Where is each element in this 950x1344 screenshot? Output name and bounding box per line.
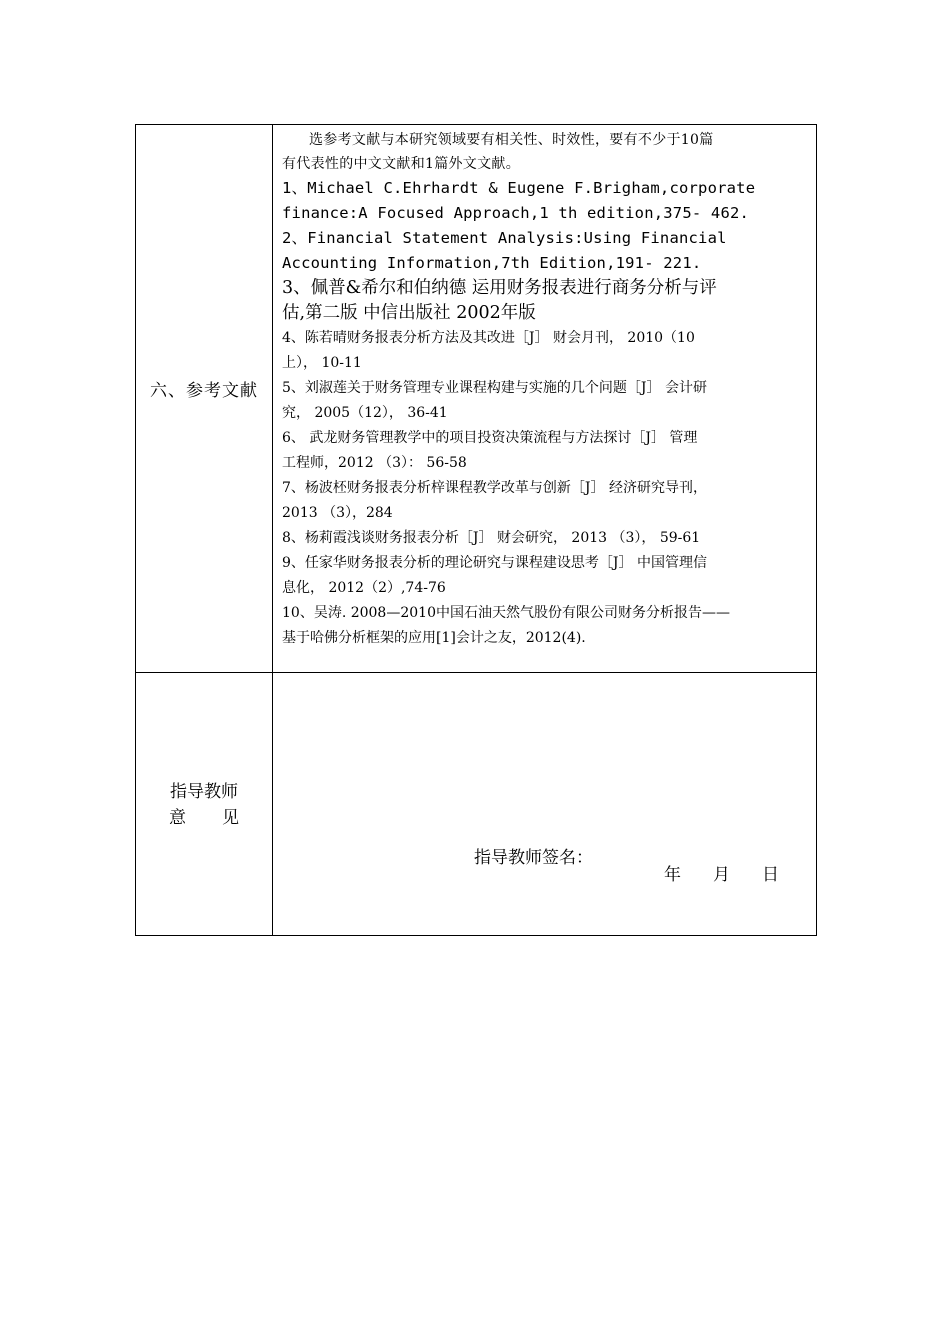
reference-item-7-line-1: 7、杨波柸财务报表分析梓课程教学改革与创新［J］ 经济研究导刊， bbox=[282, 480, 707, 496]
date-year-label: 年 bbox=[664, 865, 681, 885]
reference-item-10-line-1: 10、吴涛. 2008—2010中国石油天然气股份有限公司财务分析报告—— bbox=[282, 605, 730, 621]
reference-item-4-line-2: 上）， 10-11 bbox=[282, 355, 362, 371]
references-intro-line-2: 有代表性的中文文献和1篇外文文献。 bbox=[282, 156, 521, 172]
reference-item-9-line-2: 息化， 2012（2）,74-76 bbox=[282, 580, 446, 596]
advisor-signature-label: 指导教师签名： bbox=[474, 848, 593, 868]
advisor-opinion-row bbox=[136, 673, 817, 936]
reference-item-2-line-2: Accounting Information,7th Edition,191- 221. bbox=[282, 254, 702, 272]
references-content-cell bbox=[273, 125, 817, 673]
reference-item-6-line-1: 6、 武龙财务管理教学中的项目投资决策流程与方法探讨［J］ 管理 bbox=[282, 430, 698, 446]
reference-item-10-line-2: 基于哈佛分析框架的应用[1]会计之友，2012(4). bbox=[282, 630, 586, 646]
advisor-opinion-label-cell bbox=[136, 673, 273, 936]
reference-item-3-line-2: 估,第二版 中信出版社 2002年版 bbox=[282, 303, 536, 323]
references-label-cell bbox=[136, 125, 273, 673]
reference-item-3-line-1: 3、佩普&希尔和伯纳德 运用财务报表进行商务分析与评 bbox=[282, 278, 717, 298]
references-intro-line-1: 选参考文献与本研究领域要有相关性、时效性，要有不少于10篇 bbox=[309, 132, 714, 148]
reference-item-9-line-1: 9、任家华财务报表分析的理论研究与课程建设思考［J］ 中国管理信 bbox=[282, 555, 707, 571]
references-label: 六、参考文献 bbox=[150, 381, 258, 401]
advisor-opinion-label bbox=[136, 779, 272, 831]
references-list bbox=[273, 125, 816, 651]
reference-item-8-line-1: 8、杨莉霞浅谈财务报表分析［J］ 财会研究， 2013 （3）， 59-61 bbox=[282, 530, 701, 546]
reference-item-2-line-1: 2、Financial Statement Analysis:Using Financial bbox=[282, 229, 727, 247]
advisor-opinion-label-char-1: 意 bbox=[169, 808, 186, 828]
reference-item-5-line-1: 5、刘淑莲关于财务管理专业课程构建与实施的几个问题［J］ 会计研 bbox=[282, 380, 707, 396]
advisor-opinion-label-line-1: 指导教师 bbox=[170, 782, 238, 802]
form-table bbox=[135, 124, 817, 936]
reference-item-5-line-2: 究， 2005（12）， 36-41 bbox=[282, 405, 448, 421]
signature-date bbox=[664, 860, 779, 885]
date-day-label: 日 bbox=[762, 865, 779, 885]
reference-item-1-line-2: finance:A Focused Approach,1 th edition,375- 462. bbox=[282, 204, 750, 222]
references-row bbox=[136, 125, 817, 673]
advisor-opinion-content-cell[interactable] bbox=[273, 673, 817, 936]
reference-item-6-line-2: 工程师，2012 （3）： 56-58 bbox=[282, 455, 467, 471]
date-month-label: 月 bbox=[713, 865, 730, 885]
advisor-opinion-label-char-2: 见 bbox=[222, 808, 239, 828]
advisor-opinion-label-line-2 bbox=[169, 805, 239, 831]
reference-item-7-line-2: 2013 （3），284 bbox=[282, 505, 393, 521]
reference-item-4-line-1: 4、陈若晴财务报表分析方法及其改进［J］ 财会月刊， 2010（10 bbox=[282, 330, 695, 346]
reference-item-1-line-1: 1、Michael C.Ehrhardt & Eugene F.Brigham,corporate bbox=[282, 179, 756, 197]
